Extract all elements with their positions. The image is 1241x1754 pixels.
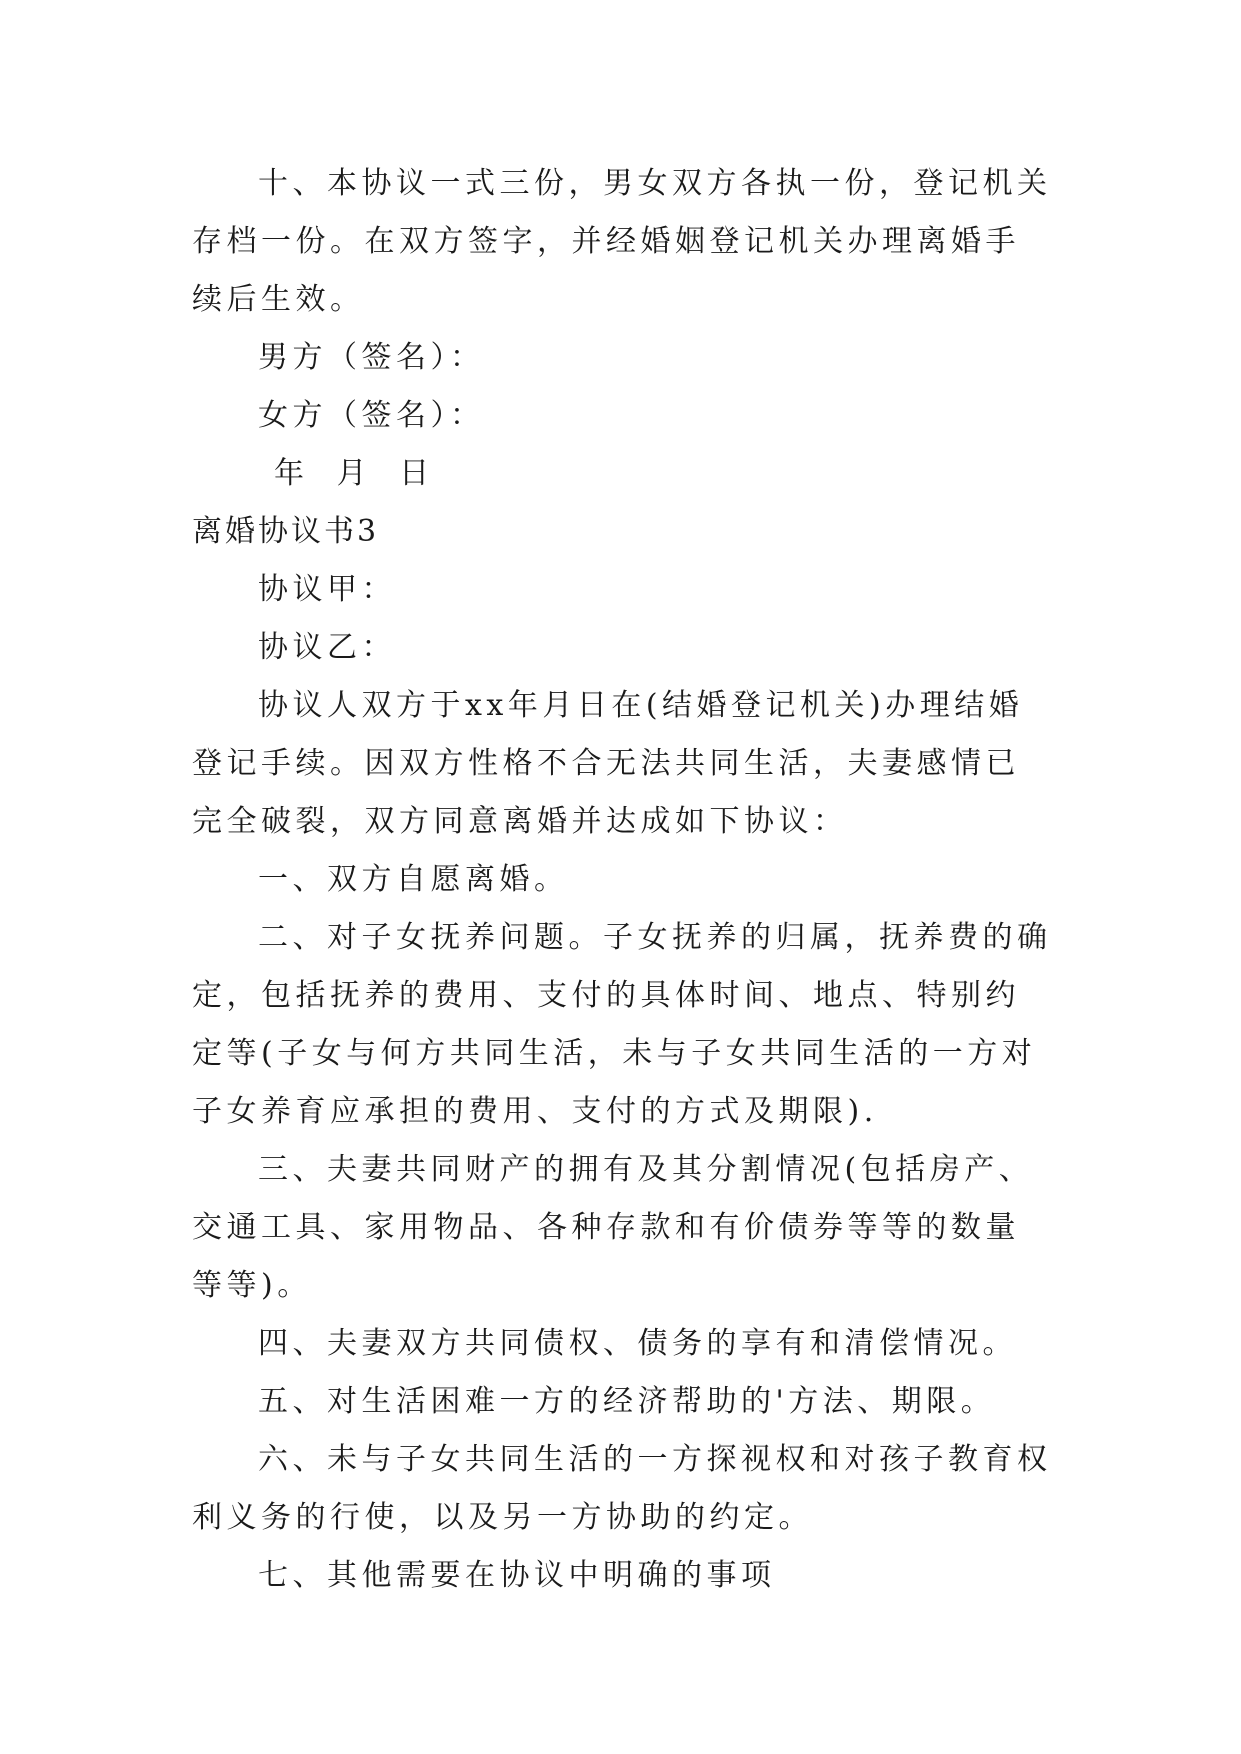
clause-10-paragraph: 十、本协议一式三份，男女双方各执一份，登记机关存档一份。在双方签字，并经婚姻登记机关办理离婚手续后生效。 — [192, 166, 1052, 317]
intro-paragraph: 协议人双方于xx年月日在(结婚登记机关)办理结婚登记手续。因双方性格不合无法共同生活，夫妻感情已完全破裂，双方同意离婚并达成如下协议： — [192, 688, 1024, 839]
clause-3-paragraph: 三、夫妻共同财产的拥有及其分割情况(包括房产、交通工具、家用物品、各种存款和有价债券等等的数量等等)。 — [192, 1152, 1034, 1303]
male-signature-line: 男方（签名）： — [258, 340, 485, 375]
female-signature-line: 女方（签名）： — [258, 398, 485, 433]
party-a-line: 协议甲： — [258, 572, 396, 607]
party-b-line: 协议乙： — [258, 630, 396, 665]
clause-6-paragraph: 六、未与子女共同生活的一方探视权和对孩子教育权利义务的行使，以及另一方协助的约定。 — [192, 1442, 1052, 1535]
clause-4-paragraph: 四、夫妻双方共同债权、债务的享有和清偿情况。 — [258, 1326, 1017, 1361]
clause-5-paragraph: 五、对生活困难一方的经济帮助的'方法、期限。 — [258, 1384, 996, 1419]
section-title: 离婚协议书3 — [192, 514, 380, 549]
clause-7-paragraph: 七、其他需要在协议中明确的事项 — [258, 1558, 776, 1593]
clause-1-paragraph: 一、双方自愿离婚。 — [258, 862, 569, 897]
date-line: 年 月 日 — [274, 456, 434, 491]
clause-2-paragraph: 二、对子女抚养问题。子女抚养的归属，抚养费的确定，包括抚养的费用、支付的具体时间、地点、特别约定等(子女与何方共同生活，未与子女共同生活的一方对子女养育应承担的费用、支付的方式及期限). — [192, 920, 1052, 1129]
document-body — [192, 155, 1052, 1605]
